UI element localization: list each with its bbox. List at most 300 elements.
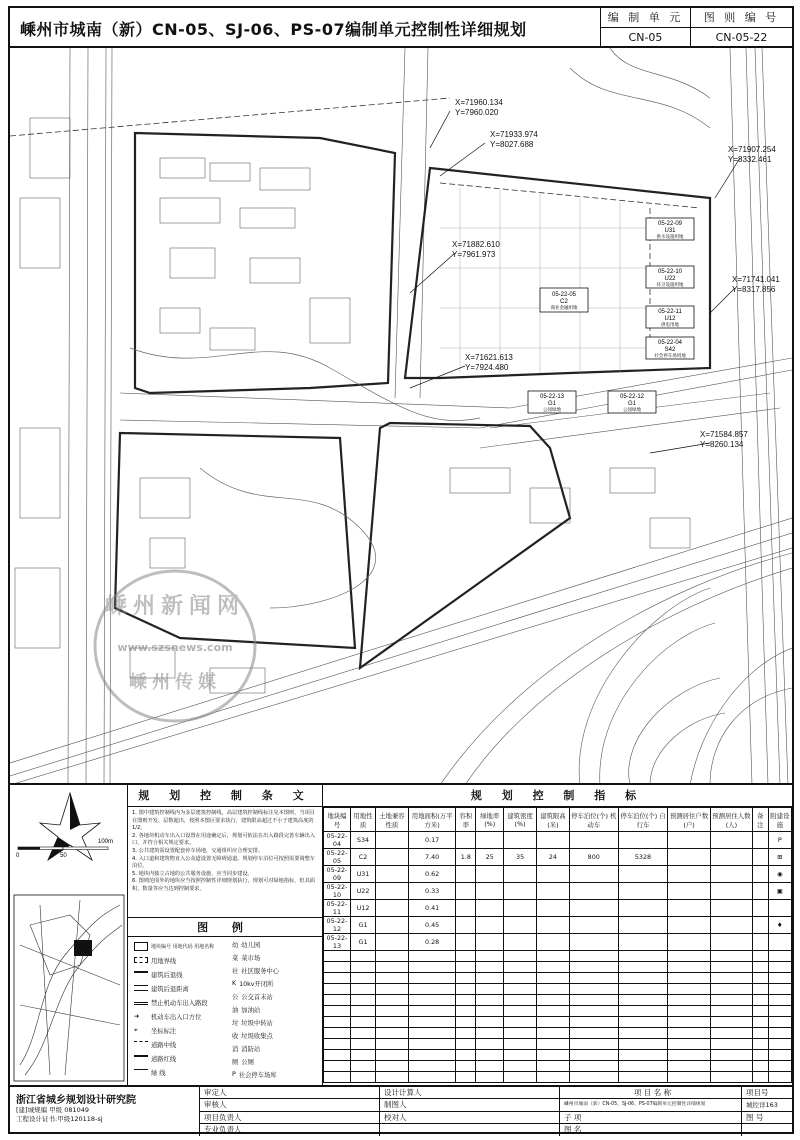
table-cell (456, 917, 476, 934)
table-cell (376, 849, 409, 866)
lower-panels (10, 785, 792, 1085)
table-cell (618, 917, 668, 934)
table-cell (668, 1072, 710, 1083)
legend-item: 幼 幼儿园 (232, 941, 261, 949)
table-cell (536, 934, 569, 951)
table-cell (504, 832, 537, 849)
table-cell (753, 1006, 769, 1017)
table-cell (350, 1050, 375, 1061)
table-cell: 0.33 (408, 883, 456, 900)
table-cell: U31 (350, 866, 375, 883)
compass-panel (10, 785, 128, 1085)
fire-station-icon: 消 (232, 1045, 239, 1053)
table-cell (536, 832, 569, 849)
table-header-cell: 绿地率(%) (476, 808, 504, 832)
table-cell (476, 934, 504, 951)
table-cell (456, 1028, 476, 1039)
table-cell (768, 995, 791, 1006)
table-row (324, 832, 792, 849)
coord-y: Y=7961.973 (452, 250, 496, 259)
table-header-cell: 建筑密度(%) (504, 808, 537, 832)
table-header-row (324, 808, 792, 832)
table-cell (618, 1017, 668, 1028)
legend-item: 用地界线 (134, 955, 176, 965)
table-cell (668, 832, 710, 849)
switchgear-icon: K (232, 979, 237, 987)
table-cell (324, 1050, 351, 1061)
table-cell (768, 951, 791, 962)
table-cell (376, 984, 409, 995)
table-cell (476, 962, 504, 973)
drawing-no-label: 图 号 (742, 1112, 792, 1124)
table-cell (476, 832, 504, 849)
table-cell (536, 883, 569, 900)
title-block (10, 1085, 792, 1134)
table-cell (376, 1061, 409, 1072)
table-cell (456, 1061, 476, 1072)
table-cell (408, 973, 456, 984)
redline-icon (134, 1055, 148, 1061)
table-cell (376, 951, 409, 962)
table-cell (768, 1017, 791, 1028)
table-cell (376, 1039, 409, 1050)
gas-station-icon: 油 (232, 1006, 239, 1014)
legend-item: ⌖ 坐标标注 (134, 1027, 177, 1035)
table-cell (618, 951, 668, 962)
table-cell (753, 866, 769, 883)
sign-field: 专业负责人 (200, 1124, 380, 1136)
table-cell (376, 883, 409, 900)
table-cell: P (768, 832, 791, 849)
table-header-cell: 预测居住户数(户) (668, 808, 710, 832)
table-cell (456, 1017, 476, 1028)
project-no-label: 项目号 (742, 1087, 792, 1099)
table-cell (408, 951, 456, 962)
unit-label: 编 制 单 元 (601, 8, 690, 28)
sign-field: 审定人 (200, 1087, 380, 1099)
table-cell (456, 1006, 476, 1017)
title-bar (10, 8, 792, 48)
centerline-icon (134, 1041, 148, 1047)
coord-y: Y=7960.020 (455, 108, 499, 117)
table-cell (618, 1006, 668, 1017)
table-row (324, 849, 792, 866)
table-cell (504, 995, 537, 1006)
table-cell (504, 1050, 537, 1061)
table-cell (324, 984, 351, 995)
table-cell (753, 1039, 769, 1050)
setback-line-icon (134, 971, 148, 977)
coord-y: Y=8317.856 (732, 285, 776, 294)
table-cell (504, 934, 537, 951)
org-cert2: 工程设计证书:甲级120118-sj (16, 1115, 103, 1123)
map-no-box (690, 8, 792, 48)
coord-x: X=71960.134 (455, 98, 503, 107)
term-item: 5. 地块内独立占地的公共服务设施，应当同步建设。 (132, 870, 253, 877)
table-cell (408, 984, 456, 995)
legend-item: 厕 公厕 (232, 1058, 254, 1066)
term-item: 3. 公共建筑需设置配套停车场地，交通组织应合理安排。 (132, 847, 264, 854)
table-cell (476, 1072, 504, 1083)
parcel-code: 05-22-09 (657, 221, 683, 227)
table-cell: 05-22-04 (324, 832, 351, 849)
table-cell (618, 1028, 668, 1039)
table-cell (536, 1072, 569, 1083)
table-cell: G1 (350, 934, 375, 951)
table-cell (569, 973, 618, 984)
table-cell (536, 917, 569, 934)
table-cell (476, 1017, 504, 1028)
market-icon: 菜 (232, 954, 239, 962)
table-cell (456, 951, 476, 962)
table-row-empty (324, 962, 792, 973)
table-cell (569, 962, 618, 973)
greenline-icon (134, 1069, 148, 1075)
table-cell (324, 1006, 351, 1017)
table-cell (668, 951, 710, 962)
table-cell (536, 1028, 569, 1039)
table-cell (668, 849, 710, 866)
table-header-cell: 地块编号 (324, 808, 351, 832)
map-no-label: 图 则 编 号 (691, 8, 792, 28)
unit-value: CN-05 (628, 31, 663, 44)
sign-field: 项目负责人 (200, 1112, 380, 1124)
table-cell (376, 866, 409, 883)
table-cell (536, 984, 569, 995)
table-cell (753, 934, 769, 951)
table-cell (504, 1017, 537, 1028)
legend-item: 绿 线 (134, 1067, 166, 1077)
table-cell (408, 1050, 456, 1061)
table-cell (768, 934, 791, 951)
table-cell (376, 832, 409, 849)
table-cell (456, 1072, 476, 1083)
table-cell: 7.40 (408, 849, 456, 866)
index-table-panel (323, 785, 792, 1085)
table-cell (504, 900, 537, 917)
table-row (324, 934, 792, 951)
index-table (323, 807, 792, 1083)
table-cell (710, 1028, 752, 1039)
table-cell: 25 (476, 849, 504, 866)
table-cell (753, 1017, 769, 1028)
table-cell (569, 1050, 618, 1061)
table-cell (753, 951, 769, 962)
table-cell (324, 1039, 351, 1050)
table-cell (768, 900, 791, 917)
table-cell (476, 917, 504, 934)
table-cell (710, 1017, 752, 1028)
table-cell (456, 832, 476, 849)
table-cell (618, 962, 668, 973)
table-cell (324, 1061, 351, 1072)
north-arrow-icon (40, 793, 100, 860)
subitem-label: 子 项 (560, 1112, 742, 1124)
table-cell (456, 900, 476, 917)
parcel-code: 05-22-04 (657, 340, 683, 346)
legend-item: 消 消防站 (232, 1045, 261, 1053)
table-header-cell: 用地性质 (350, 808, 375, 832)
table-cell: 0.17 (408, 832, 456, 849)
table-cell (476, 883, 504, 900)
table-cell (504, 1061, 537, 1072)
table-cell (768, 973, 791, 984)
table-cell (668, 883, 710, 900)
table-cell (618, 1050, 668, 1061)
table-cell: ▣ (768, 883, 791, 900)
table-cell (753, 1028, 769, 1039)
table-cell (618, 984, 668, 995)
project-label: 项 目 名 称 (560, 1087, 742, 1099)
table-cell (569, 1072, 618, 1083)
table-row-empty (324, 984, 792, 995)
watermark (95, 571, 255, 721)
table-cell: G1 (350, 917, 375, 934)
scale-0: 0 (16, 853, 20, 859)
table-cell (768, 984, 791, 995)
table-cell (668, 962, 710, 973)
table-cell (569, 1028, 618, 1039)
table-cell (710, 866, 752, 883)
table-cell (618, 900, 668, 917)
table-cell (753, 995, 769, 1006)
legend-item: P 社会停车场库 (232, 1070, 277, 1079)
entrance-arrow-icon: ➜ (134, 1013, 140, 1020)
table-cell (668, 900, 710, 917)
parcel-use: C2 (560, 299, 568, 305)
table-cell: 5328 (618, 849, 668, 866)
table-cell (668, 995, 710, 1006)
table-cell: 05-22-05 (324, 849, 351, 866)
table-header-cell: 停车泊位(个) 机动车 (569, 808, 618, 832)
terms-list (128, 807, 322, 917)
table-cell (324, 962, 351, 973)
watermark-url: www.szsnews.com (117, 641, 233, 654)
table-cell (476, 973, 504, 984)
parcel-desc: 供电用地 (661, 322, 679, 327)
table-cell (350, 1039, 375, 1050)
legend-item: 收 垃圾收集点 (232, 1032, 273, 1040)
sign-field-empty (380, 1124, 560, 1136)
table-cell (569, 934, 618, 951)
legend-item: 公 公交首末站 (232, 993, 273, 1001)
table-cell (618, 934, 668, 951)
table-cell (350, 962, 375, 973)
table-cell (618, 995, 668, 1006)
drawing-sheet (8, 6, 794, 1134)
table-cell (376, 962, 409, 973)
table-row-empty (324, 973, 792, 984)
table-cell (504, 1072, 537, 1083)
table-cell (408, 1039, 456, 1050)
table-cell (476, 1050, 504, 1061)
table-cell (768, 1028, 791, 1039)
table-cell (376, 917, 409, 934)
table-row (324, 883, 792, 900)
table-cell (376, 1017, 409, 1028)
table-cell: 0.41 (408, 900, 456, 917)
watermark-text: 嵊州新闻网 (104, 594, 246, 619)
table-cell (324, 1028, 351, 1039)
table-cell (668, 1061, 710, 1072)
table-cell (768, 1006, 791, 1017)
parcel-code: 05-22-05 (551, 292, 577, 298)
scale-50: 50 (60, 853, 67, 859)
setback-distance-icon (134, 985, 148, 991)
org-name: 浙江省城乡规划设计研究院 (16, 1095, 136, 1106)
table-cell (350, 995, 375, 1006)
table-cell (536, 995, 569, 1006)
table-row (324, 900, 792, 917)
table-cell (668, 866, 710, 883)
table-cell (569, 917, 618, 934)
table-cell: U22 (350, 883, 375, 900)
table-cell (618, 1061, 668, 1072)
legend-item: K 10kv开闭所 (232, 979, 274, 988)
table-header-cell: 预测居住人数(人) (710, 808, 752, 832)
coordinate-icon: ⌖ (134, 1027, 138, 1034)
table-cell (710, 962, 752, 973)
table-cell (618, 1039, 668, 1050)
table-cell (504, 1006, 537, 1017)
legend-item: 菜 菜市场 (232, 954, 261, 962)
table-cell (536, 1050, 569, 1061)
org-block (10, 1087, 200, 1136)
parcel-use: U22 (664, 276, 676, 282)
watermark-media: 嵊州传媒 (129, 672, 221, 693)
table-row-empty (324, 1017, 792, 1028)
table-cell: 35 (504, 849, 537, 866)
compass-and-locator (10, 785, 128, 1085)
parcel-use: G1 (627, 401, 637, 407)
table-cell (324, 995, 351, 1006)
table-cell (408, 995, 456, 1006)
table-cell (324, 951, 351, 962)
table-cell (536, 951, 569, 962)
table-cell (350, 1028, 375, 1039)
table-cell (376, 1006, 409, 1017)
drawing-no-value (742, 1124, 792, 1136)
table-cell: S34 (350, 832, 375, 849)
table-row (324, 866, 792, 883)
legend-item: 油 加油站 (232, 1006, 261, 1014)
collection-point-icon: 收 (232, 1032, 239, 1040)
table-cell (456, 1050, 476, 1061)
table-cell (408, 1028, 456, 1039)
parcel-code: 05-22-12 (619, 394, 645, 400)
unit-box (600, 8, 690, 48)
coord-y: Y=7924.480 (465, 363, 509, 372)
term-item: 6. 图则范围外的地块应当按照控制性详细规划执行，规划可对绿地指标，但其面积，数量等应当达到控制要求。 (132, 878, 315, 892)
term-item: 2. 各地块机动车出入口设置在用途确定后，规划可依法在出入路段完善车辆出入口，并符合相关规定要求。 (132, 832, 315, 847)
legend-title: 图 例 (128, 917, 322, 937)
table-cell (504, 883, 537, 900)
table-cell (569, 900, 618, 917)
coord-x: X=71584.857 (700, 430, 748, 439)
table-cell (668, 984, 710, 995)
table-row-empty (324, 1050, 792, 1061)
table-cell (476, 1028, 504, 1039)
index-title: 规 划 控 制 指 标 (323, 785, 792, 807)
parcel-code: 05-22-11 (658, 309, 682, 315)
table-cell (668, 917, 710, 934)
coord-y: Y=8027.688 (490, 140, 534, 149)
table-cell (324, 1017, 351, 1028)
table-header-cell: 用地面积(万平方米) (408, 808, 456, 832)
table-cell (668, 1017, 710, 1028)
parcel-label-icon (134, 942, 148, 951)
table-cell (476, 1039, 504, 1050)
parcel-desc: 商业金融用地 (550, 305, 578, 310)
table-row (324, 917, 792, 934)
parcel-desc: 环卫设施用地 (656, 282, 684, 287)
parking-icon: P (232, 1070, 236, 1078)
coord-y: Y=8332.461 (728, 155, 772, 164)
table-cell (710, 1050, 752, 1061)
table-cell (569, 995, 618, 1006)
table-cell (536, 1061, 569, 1072)
table-cell (408, 1072, 456, 1083)
table-cell (753, 1050, 769, 1061)
table-cell (408, 1017, 456, 1028)
toilet-icon: 厕 (232, 1058, 239, 1066)
table-cell (710, 1072, 752, 1083)
table-cell (476, 1006, 504, 1017)
parcel-desc: 供水设施用地 (656, 234, 684, 239)
table-cell (710, 934, 752, 951)
table-row-empty (324, 951, 792, 962)
planning-map[interactable] (10, 48, 792, 785)
table-cell (569, 984, 618, 995)
table-cell (569, 1006, 618, 1017)
table-cell (350, 973, 375, 984)
table-cell (536, 1006, 569, 1017)
legend-item: ➜ 机动车出入口方位 (134, 1013, 202, 1021)
table-cell (536, 1017, 569, 1028)
table-cell (476, 984, 504, 995)
legend-item: 禁止机动车出入路段 (134, 997, 208, 1007)
project-no-value: 城控详163 (742, 1099, 792, 1111)
table-cell (376, 1072, 409, 1083)
table-cell (768, 1039, 791, 1050)
parcel-use: G1 (547, 401, 557, 407)
project-value: 嵊州市城南（新）CN-05、SJ-06、PS-07编制单元控制性详细规划 (560, 1099, 742, 1111)
table-cell (536, 866, 569, 883)
parcel-code: 05-22-10 (657, 269, 683, 275)
table-cell (376, 1028, 409, 1039)
table-cell (753, 962, 769, 973)
page-title: 嵊州市城南（新）CN-05、SJ-06、PS-07编制单元控制性详细规划 (20, 20, 527, 39)
table-cell (710, 973, 752, 984)
table-cell (710, 1039, 752, 1050)
legend-item: 建筑后退距离 (134, 983, 189, 993)
table-cell (753, 1061, 769, 1072)
parcel-use: U12 (664, 316, 676, 322)
term-item: 1. 图中建筑控制线内为多层建筑控制线，高层建筑控制线标注见本图则，当项目在图则开发，层数超出，按照本图区要求执行，建筑限高超过不小于建筑高度的1/2。 (132, 810, 315, 832)
table-cell (710, 832, 752, 849)
table-cell (504, 951, 537, 962)
table-row-empty (324, 1039, 792, 1050)
table-cell (350, 1061, 375, 1072)
table-header-cell: 停车泊位(个) 自行车 (618, 808, 668, 832)
table-cell (710, 995, 752, 1006)
table-cell (710, 951, 752, 962)
locator-map (14, 895, 124, 1081)
table-header-cell: 容积率 (456, 808, 476, 832)
table-cell: ◉ (768, 866, 791, 883)
table-cell: 0.28 (408, 934, 456, 951)
table-cell (456, 984, 476, 995)
